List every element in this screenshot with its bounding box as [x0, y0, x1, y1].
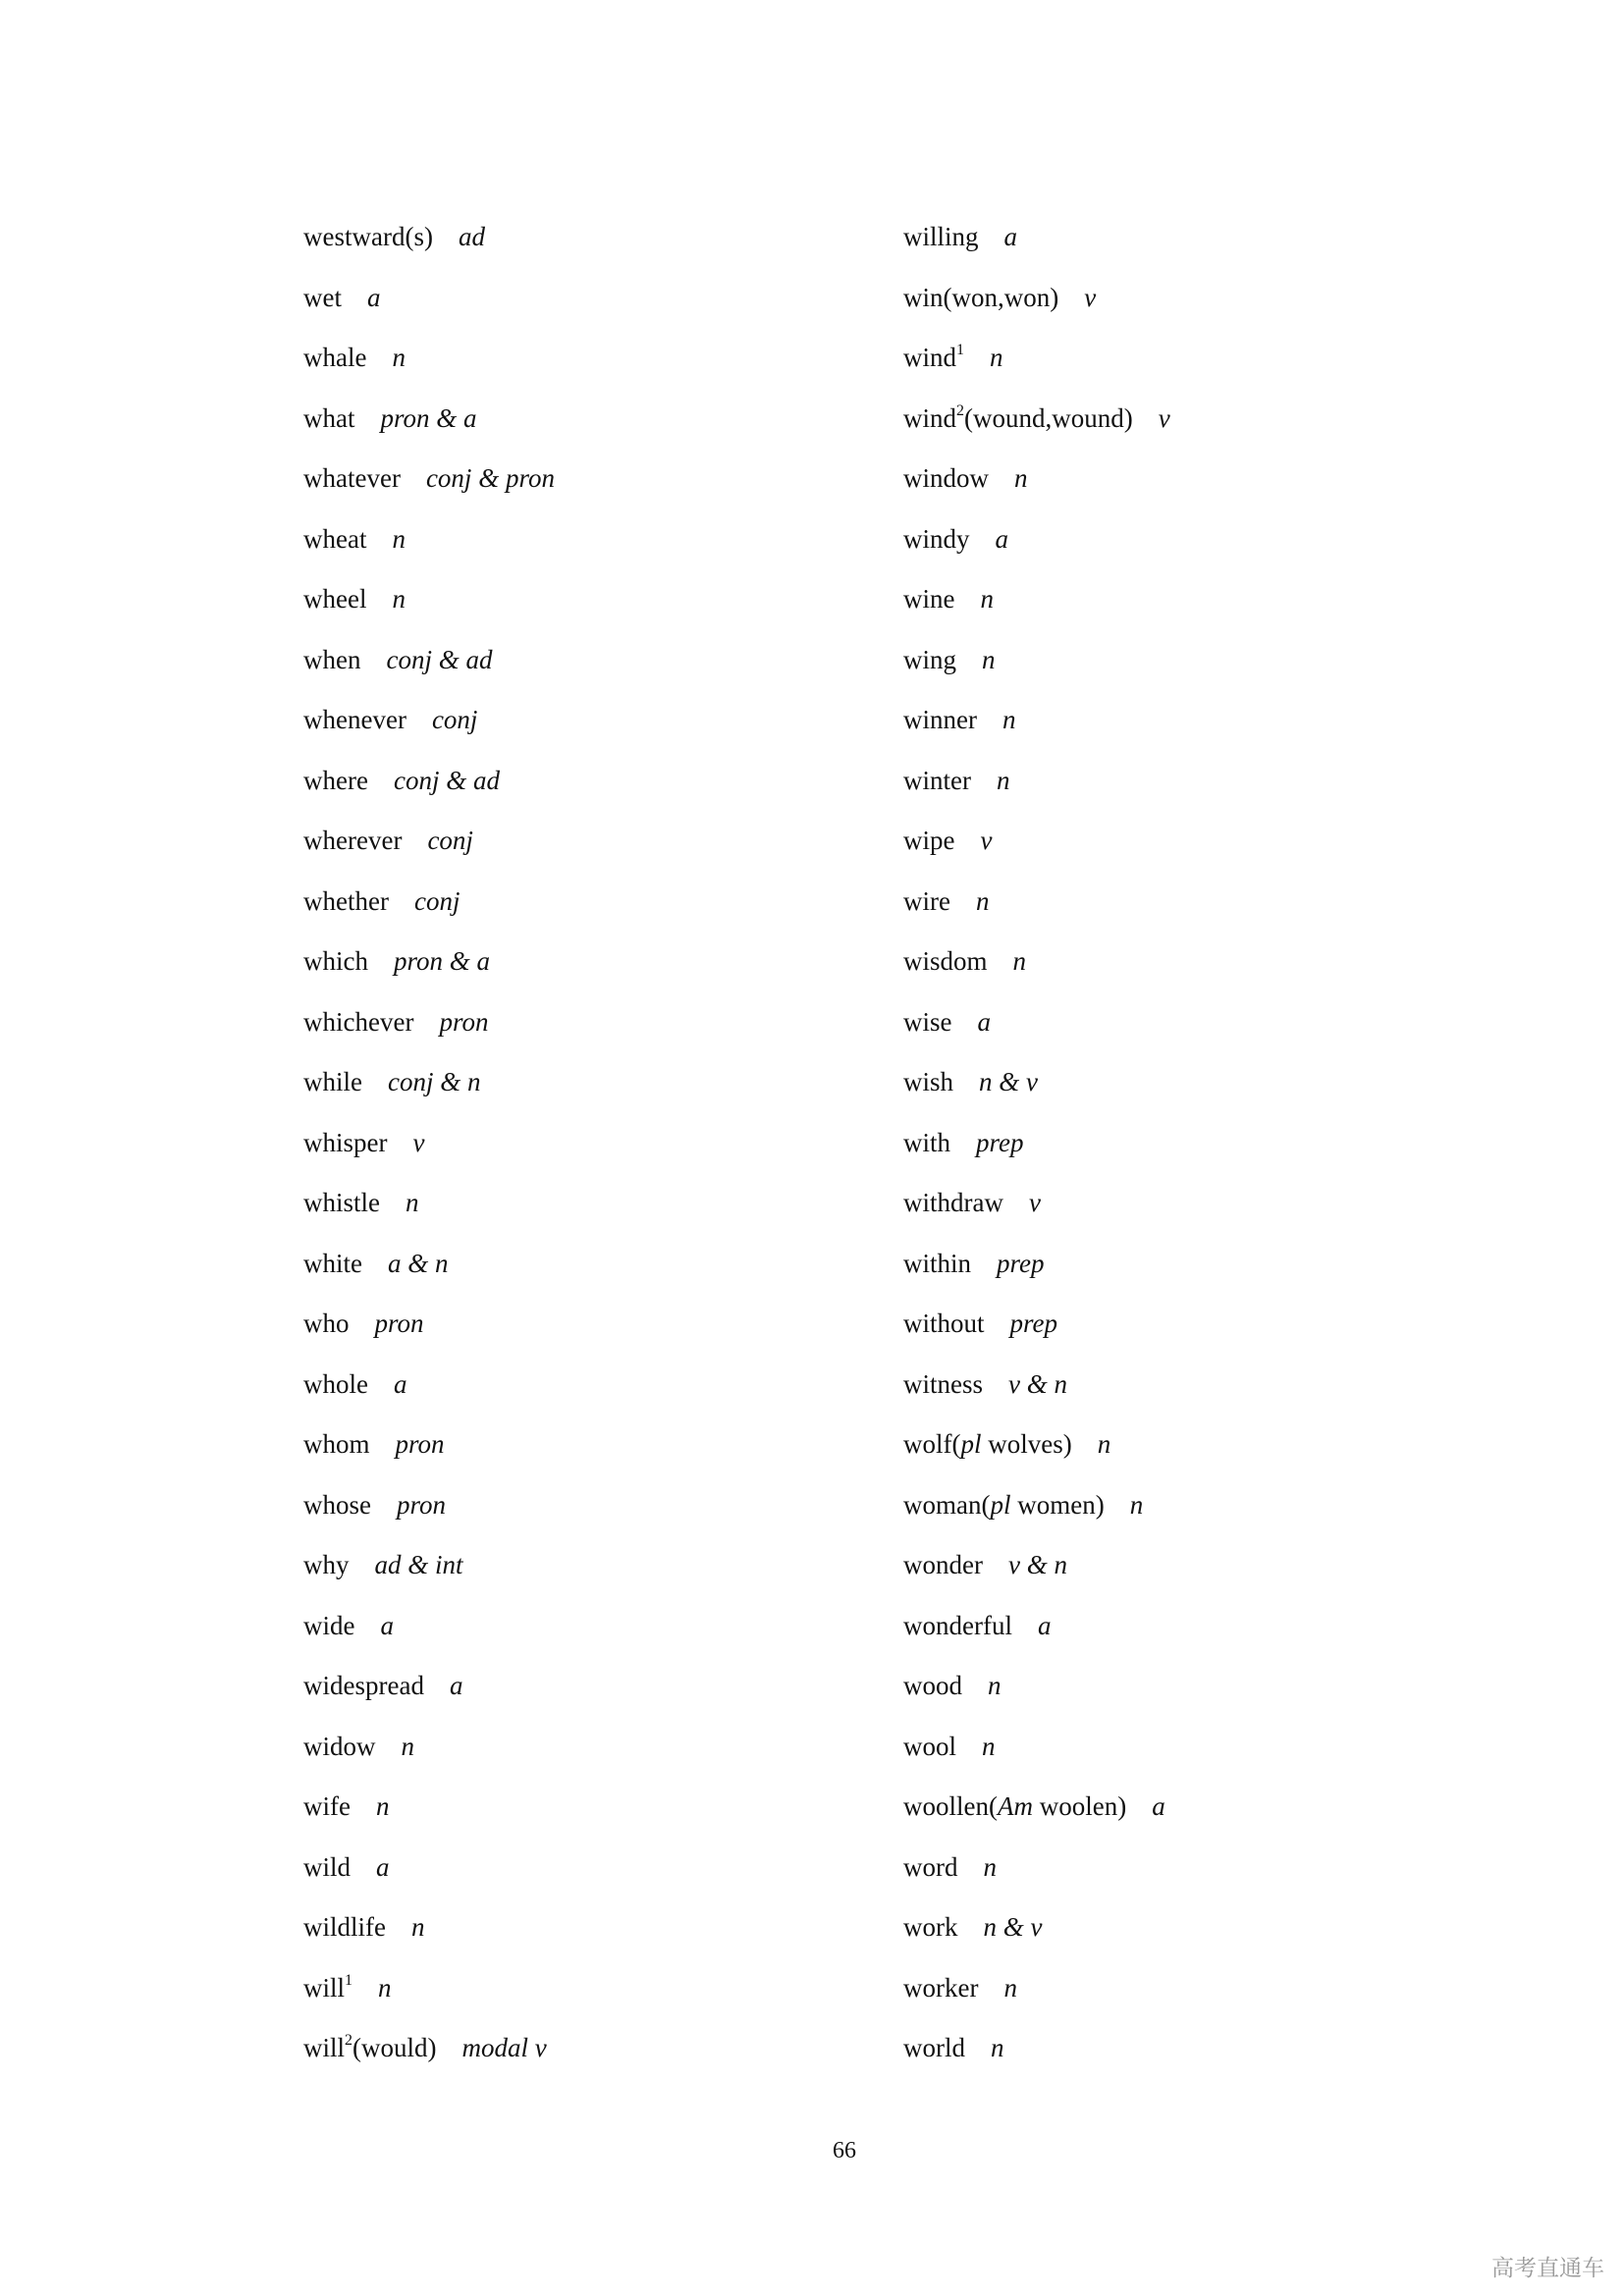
watermark: 高考直通车 — [1491, 2256, 1604, 2281]
vocab-entry — [903, 2022, 1170, 2083]
headword — [303, 1007, 413, 1037]
vocab-entry — [903, 211, 1170, 272]
vocab-entry — [303, 453, 555, 513]
vocab-entry — [903, 332, 1170, 393]
headword-text: wonder — [903, 1550, 983, 1579]
page-number: 66 — [833, 2138, 856, 2163]
vocab-entry — [303, 393, 555, 454]
headword — [303, 946, 368, 976]
part-of-speech: a — [1037, 1610, 1052, 1640]
headword-text: (wound,wound) — [964, 402, 1133, 433]
vocab-entry — [903, 1539, 1170, 1600]
headword — [303, 463, 401, 493]
headword-text: wherever — [303, 826, 403, 855]
part-of-speech: n — [996, 765, 1010, 795]
vocab-entry — [903, 755, 1170, 816]
vocab-entry — [303, 1479, 555, 1540]
vocab-entry — [303, 513, 555, 574]
part-of-speech: a — [977, 1006, 991, 1037]
headword-text: wing — [903, 644, 956, 674]
headword-text: whenever — [303, 705, 406, 734]
headword — [303, 1067, 362, 1096]
headword-text: will — [303, 2033, 346, 2062]
part-of-speech: a — [380, 1610, 394, 1640]
headword-text: widespread — [303, 1671, 424, 1700]
part-of-speech: n — [1012, 946, 1027, 976]
vocab-entry — [903, 1418, 1170, 1479]
headword-text: whisper — [303, 1127, 388, 1157]
part-of-speech: pron & a — [393, 946, 490, 976]
headword-text: window — [903, 463, 989, 493]
headword — [903, 1732, 956, 1761]
vocab-entry — [303, 332, 555, 393]
headword — [303, 1732, 376, 1761]
vocab-entry — [903, 1177, 1170, 1238]
homonym-number: 2 — [956, 401, 964, 419]
vocab-entry — [903, 1479, 1170, 1540]
headword — [903, 1128, 950, 1157]
headword — [903, 463, 989, 493]
headword-text: willing — [903, 222, 979, 251]
headword-text: with — [903, 1127, 951, 1157]
headword-text: wool — [903, 1731, 956, 1761]
part-of-speech: n — [1003, 1972, 1017, 2002]
vocab-entry — [903, 513, 1170, 574]
part-of-speech: prep — [1009, 1308, 1058, 1338]
part-of-speech: n & v — [983, 1912, 1043, 1942]
vocab-entry — [903, 453, 1170, 513]
headword-text: wheat — [303, 523, 367, 554]
headword — [303, 524, 366, 554]
headword-text: wolf( — [903, 1429, 961, 1459]
headword — [903, 1369, 983, 1399]
part-of-speech: conj & ad — [386, 644, 493, 674]
headword — [903, 1308, 985, 1338]
vocab-entry — [303, 1539, 555, 1600]
vocab-entry — [903, 1781, 1170, 1842]
vocab-entry — [903, 573, 1170, 634]
headword — [303, 283, 342, 312]
headword-text: whole — [303, 1368, 368, 1399]
headword — [903, 946, 988, 976]
headword-text: wish — [903, 1067, 954, 1096]
headword-text: win(won,won) — [903, 282, 1059, 312]
part-of-speech: v — [412, 1127, 425, 1157]
headword — [903, 1550, 983, 1579]
headword-text: worker — [903, 1972, 979, 2002]
part-of-speech: pron — [374, 1308, 424, 1338]
vocab-entry — [303, 694, 555, 755]
headword-text: when — [303, 644, 361, 674]
part-of-speech: v — [980, 826, 993, 855]
headword — [303, 1128, 387, 1157]
headword-text: whom — [303, 1429, 370, 1459]
headword-text: whether — [303, 885, 389, 916]
headword-text: woman( — [903, 1489, 991, 1520]
headword — [303, 1308, 350, 1338]
headword — [303, 222, 433, 251]
vocab-entry — [903, 876, 1170, 936]
part-of-speech: n — [392, 343, 406, 372]
headword — [903, 222, 979, 251]
vocab-entry — [903, 634, 1170, 695]
part-of-speech: n — [980, 584, 994, 614]
headword-text: wildlife — [303, 1912, 386, 1942]
part-of-speech: n & v — [979, 1067, 1039, 1096]
headword — [903, 1791, 1126, 1821]
vocab-entry — [303, 996, 555, 1057]
headword-text: wine — [903, 584, 955, 614]
headword-text: whistle — [303, 1188, 380, 1217]
headword-text: wide — [303, 1610, 355, 1640]
part-of-speech: prep — [997, 1248, 1045, 1278]
vocab-entry — [903, 935, 1170, 996]
headword — [303, 403, 354, 433]
headword-text: wisdom — [903, 946, 988, 976]
part-of-speech: pron & a — [380, 402, 477, 433]
vocab-entry — [903, 1600, 1170, 1661]
headword — [903, 705, 977, 734]
vocab-entry — [903, 1660, 1170, 1721]
vocab-entry — [903, 1056, 1170, 1117]
vocab-entry — [303, 1056, 555, 1117]
vocab-entry — [303, 634, 555, 695]
headword — [903, 584, 954, 614]
part-of-speech: n — [982, 644, 996, 674]
headword — [303, 1429, 370, 1459]
part-of-speech: n — [410, 1912, 425, 1942]
vocabulary-column-right — [903, 211, 1170, 2083]
headword-text: wipe — [903, 826, 955, 855]
headword-text: withdraw — [903, 1188, 1003, 1217]
vocab-entry — [903, 1359, 1170, 1419]
headword — [303, 1188, 380, 1217]
headword — [903, 886, 950, 916]
part-of-speech: n — [378, 1972, 392, 2002]
headword-text: wet — [303, 282, 342, 312]
headword-text: wife — [303, 1791, 351, 1821]
headword — [303, 645, 360, 674]
part-of-speech: n — [990, 343, 1003, 372]
part-of-speech: conj & ad — [393, 765, 500, 795]
part-of-speech: prep — [976, 1127, 1024, 1157]
homonym-number: 2 — [345, 2032, 353, 2049]
part-of-speech: pron — [439, 1006, 489, 1037]
part-of-speech: n — [1129, 1489, 1144, 1520]
headword — [303, 1611, 354, 1640]
part-of-speech: v — [1084, 282, 1097, 312]
headword-text: why — [303, 1550, 350, 1579]
headword-text: wheel — [303, 584, 367, 614]
headword-text: within — [903, 1248, 972, 1278]
vocab-entry — [903, 1298, 1170, 1359]
headword-text: wind — [903, 343, 956, 372]
part-of-speech: a — [366, 282, 381, 312]
headword-text: white — [303, 1248, 362, 1278]
part-of-speech: n — [1001, 705, 1016, 734]
part-of-speech: a — [376, 1851, 390, 1882]
headword — [903, 524, 970, 554]
headword — [303, 1973, 352, 2002]
part-of-speech: pron — [397, 1489, 447, 1520]
headword-text: whatever — [303, 463, 401, 493]
headword — [303, 1490, 371, 1520]
headword — [903, 403, 1133, 433]
headword — [903, 283, 1058, 312]
headword-text: windy — [903, 523, 970, 554]
vocab-entry — [303, 2022, 555, 2083]
part-of-speech: v & n — [1008, 1368, 1067, 1399]
headword — [303, 1550, 350, 1579]
headword-text: whose — [303, 1489, 371, 1520]
headword-text: what — [303, 402, 355, 433]
headword — [903, 1852, 958, 1882]
vocab-entry — [303, 272, 555, 333]
part-of-speech: conj — [431, 705, 478, 734]
headword-text: westward(s) — [303, 222, 433, 251]
part-of-speech: n — [401, 1731, 414, 1761]
homonym-number: 1 — [345, 1971, 353, 1989]
headword — [303, 886, 389, 916]
part-of-speech: a — [1003, 222, 1018, 251]
headword — [303, 584, 366, 614]
usage-label: Am — [997, 1791, 1033, 1821]
usage-label: pl — [990, 1489, 1011, 1520]
part-of-speech: ad & int — [374, 1550, 463, 1579]
headword — [303, 1249, 362, 1278]
headword — [303, 1852, 351, 1882]
vocab-entry — [303, 1359, 555, 1419]
headword — [303, 1912, 386, 1942]
vocab-entry — [303, 755, 555, 816]
headword-text: whichever — [303, 1006, 414, 1037]
headword — [303, 2033, 437, 2062]
part-of-speech: a — [1152, 1791, 1165, 1821]
headword-text: wolves) — [981, 1429, 1072, 1459]
part-of-speech: n — [988, 1671, 1001, 1700]
part-of-speech: n — [983, 1851, 997, 1882]
vocab-entry — [903, 1721, 1170, 1782]
part-of-speech: conj — [413, 885, 460, 916]
headword — [903, 1671, 962, 1700]
part-of-speech: n — [1014, 463, 1028, 493]
part-of-speech: n — [375, 1791, 390, 1821]
vocab-entry — [303, 1600, 555, 1661]
headword-text: woolen) — [1032, 1791, 1127, 1821]
vocab-entry — [303, 1117, 555, 1178]
headword — [303, 705, 406, 734]
vocab-entry — [303, 1660, 555, 1721]
vocab-entry — [303, 1177, 555, 1238]
headword — [903, 2033, 965, 2062]
headword — [303, 1369, 368, 1399]
vocab-entry — [303, 935, 555, 996]
headword — [903, 1249, 971, 1278]
vocab-entry — [303, 1901, 555, 1962]
headword — [903, 1188, 1003, 1217]
headword-text: work — [903, 1912, 958, 1942]
part-of-speech: v — [1158, 402, 1170, 433]
headword-text: wise — [903, 1006, 952, 1037]
headword-text: world — [903, 2033, 965, 2062]
part-of-speech: a — [995, 523, 1008, 554]
vocab-entry — [903, 1901, 1170, 1962]
headword-text: where — [303, 765, 368, 795]
part-of-speech: conj — [427, 826, 473, 855]
part-of-speech: n — [982, 1731, 996, 1761]
vocabulary-column-left — [303, 211, 555, 2083]
headword — [303, 1671, 424, 1700]
headword-text: wind — [903, 402, 956, 433]
part-of-speech: a — [393, 1368, 407, 1399]
headword — [903, 1490, 1105, 1520]
part-of-speech: conj & pron — [425, 463, 555, 493]
headword — [903, 1429, 1072, 1459]
headword — [303, 343, 366, 372]
vocab-entry — [903, 1842, 1170, 1902]
headword-text: women) — [1010, 1489, 1105, 1520]
vocab-entry — [303, 211, 555, 272]
part-of-speech: n — [991, 2033, 1004, 2062]
vocab-entry — [303, 1962, 555, 2023]
headword-text: winner — [903, 705, 977, 734]
part-of-speech: v — [1028, 1188, 1041, 1217]
part-of-speech: v & n — [1007, 1550, 1067, 1579]
vocab-entry — [303, 1721, 555, 1782]
headword-text: will — [303, 1972, 346, 2002]
headword-text: witness — [903, 1368, 983, 1399]
vocab-entry — [303, 1238, 555, 1299]
part-of-speech: a — [449, 1671, 463, 1700]
headword-text: wire — [903, 885, 950, 916]
vocab-entry — [303, 1842, 555, 1902]
vocab-entry — [303, 1298, 555, 1359]
vocab-entry — [303, 1418, 555, 1479]
homonym-number: 1 — [956, 342, 964, 358]
headword — [903, 766, 971, 795]
headword-text: who — [303, 1308, 350, 1338]
headword — [903, 1611, 1012, 1640]
vocab-entry — [903, 1238, 1170, 1299]
usage-label: pl — [960, 1429, 982, 1459]
vocab-entry — [903, 393, 1170, 454]
headword — [903, 1973, 978, 2002]
part-of-speech: n — [1097, 1429, 1111, 1459]
headword — [303, 1791, 351, 1821]
part-of-speech: a & n — [388, 1248, 449, 1278]
headword — [903, 343, 964, 372]
vocab-entry — [303, 573, 555, 634]
headword — [903, 1067, 953, 1096]
headword-text: (would) — [352, 2033, 437, 2062]
part-of-speech: n — [406, 1188, 419, 1217]
part-of-speech: conj & n — [388, 1067, 481, 1096]
vocab-entry — [903, 815, 1170, 876]
vocab-entry — [903, 1117, 1170, 1178]
headword-text: which — [303, 946, 368, 976]
headword-text: wild — [303, 1851, 352, 1882]
headword — [903, 645, 956, 674]
vocab-entry — [903, 272, 1170, 333]
headword — [903, 1007, 952, 1037]
headword-text: wonderful — [903, 1610, 1012, 1640]
part-of-speech: pron — [395, 1429, 445, 1459]
headword-text: while — [303, 1067, 362, 1096]
vocab-entry — [903, 1962, 1170, 2023]
headword — [903, 826, 954, 855]
headword-text: without — [903, 1308, 985, 1338]
part-of-speech: n — [975, 885, 990, 916]
headword-text: word — [903, 1851, 958, 1882]
headword-text: wood — [903, 1671, 962, 1700]
vocab-entry — [303, 1781, 555, 1842]
part-of-speech: ad — [458, 222, 485, 251]
headword-text: whale — [303, 343, 367, 372]
vocab-entry — [903, 996, 1170, 1057]
vocab-entry — [903, 694, 1170, 755]
headword-text: winter — [903, 765, 971, 795]
headword — [303, 826, 402, 855]
vocab-entry — [303, 815, 555, 876]
part-of-speech: n — [392, 584, 406, 614]
part-of-speech: n — [392, 523, 406, 554]
headword-text: widow — [303, 1731, 376, 1761]
headword — [303, 766, 368, 795]
vocab-entry — [303, 876, 555, 936]
part-of-speech: modal v — [461, 2033, 547, 2062]
headword — [903, 1912, 958, 1942]
headword-text: woollen( — [903, 1791, 998, 1821]
